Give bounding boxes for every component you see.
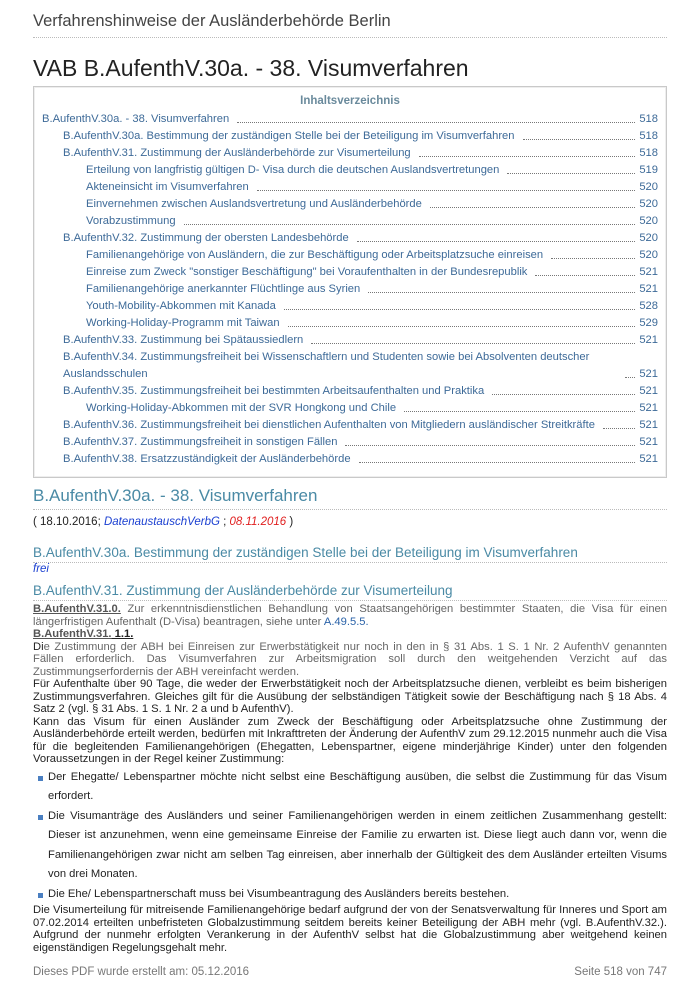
toc-entry-label: Familienangehörige von Ausländern, die zur Beschäftigung oder Arbeitsplatzsuche einreisen — [86, 249, 544, 261]
toc-heading: Inhaltsverzeichnis — [300, 95, 400, 107]
toc-entry-page: 520 — [639, 198, 658, 210]
list-item: Die Visumanträge des Ausländers und seiner Familienangehörigen werden in einem zeitlichen Zusammenhang gestellt: Dieser ist anzunehmen, wenn eine gemeinsame Einreise der Familie zu erwarten ist. Diese liegt auch dann vor, wenn die Familienangehörigen zwar nicht am selben Tag einreisen, aber innerhalb der Gültigkeit des dem Ausländer erteilten Visums von drei Monaten. — [33, 807, 667, 885]
ref-31[interactable]: B.AufenthV.31. — [33, 628, 112, 640]
toc-leader-dots — [507, 173, 635, 174]
toc-entry-label: B.AufenthV.34. Zustimmungsfreiheit bei Wissenschaftlern und Studenten sowie bei Absolventen deutscher Auslandsschulen — [63, 351, 590, 380]
toc-entry-page: 529 — [639, 317, 658, 329]
toc-entry-page: 528 — [639, 300, 658, 312]
toc-entry-label: Akteneinsicht im Visumverfahren — [86, 181, 249, 193]
toc-entry-label: Einreise zum Zweck "sonstiger Beschäftigung" bei Voraufenthalten in der Bundesrepublik — [86, 266, 528, 278]
toc-entry-page: 518 — [639, 130, 658, 142]
meta-close: ) — [286, 516, 294, 528]
toc-entry[interactable] — [34, 332, 666, 349]
link-a-49-5-5[interactable]: A.49.5.5. — [323, 615, 369, 628]
toc-entry[interactable] — [34, 145, 666, 162]
toc-entry-page: 521 — [639, 368, 658, 380]
toc-entry[interactable] — [34, 417, 666, 434]
toc-entry-label: B.AufenthV.35. Zustimmungsfreiheit bei bestimmten Arbeitsaufenthalten und Praktika — [63, 385, 485, 397]
meta-date: 08.11.2016 — [229, 516, 287, 528]
toc-leader-dots — [257, 190, 636, 191]
subsection-30a-note: frei — [33, 563, 49, 575]
toc-entry-label: Familienangehörige anerkannter Flüchtlinge aus Syrien — [86, 283, 361, 295]
toc-entry[interactable] — [34, 213, 666, 230]
toc-entry-label: B.AufenthV.37. Zustimmungsfreiheit in sonstigen Fällen — [63, 436, 338, 448]
paragraph-familien: Kann das Visum für einen Ausländer zum Zweck der Beschäftigung oder Arbeitsplatzsuche ohne Zustimmung der Ausländerbehörde erteilt werden, bedürfen mit Inkrafttreten der Änderung der AufenthV zum 29.12.2015 nunmehr auch die Visa für die begleitenden Familienangehörigen (Ehegatten, Lebenspartner, eigene minderjährige Kinder) unter den folgenden Voraussetzungen in der Regel keiner Zustimmung: — [33, 715, 667, 765]
toc-entry-page: 518 — [639, 147, 658, 159]
toc-leader-dots — [419, 156, 636, 157]
toc-leader-dots — [184, 224, 636, 225]
toc-entry-label: Working-Holiday-Programm mit Taiwan — [86, 317, 280, 329]
toc-entry-page: 520 — [639, 181, 658, 193]
toc-leader-dots — [359, 462, 636, 463]
toc-leader-dots — [345, 445, 635, 446]
toc-entry[interactable] — [34, 162, 666, 179]
toc-leader-dots — [523, 139, 636, 140]
toc-entry-label: Erteilung von langfristig gültigen D- Visa durch die deutschen Auslandsvertretungen — [86, 164, 500, 176]
paragraph-31-0 — [33, 603, 667, 628]
toc-leader-dots — [492, 394, 635, 395]
toc-entry-label: Einvernehmen zwischen Auslandsvertretung und Ausländerbehörde — [86, 198, 422, 210]
toc-entry-label: Working-Holiday-Abkommen mit der SVR Hongkong und Chile — [86, 402, 397, 414]
meta-link[interactable]: DatenaustauschVerbG — [103, 516, 220, 528]
toc-entry[interactable] — [34, 349, 666, 383]
toc-entry[interactable] — [34, 383, 666, 400]
toc-leader-dots — [288, 326, 636, 327]
subsection-31-body — [33, 603, 667, 954]
toc-entry[interactable] — [34, 247, 666, 264]
toc-entry[interactable] — [34, 281, 666, 298]
toc-entry[interactable] — [34, 111, 666, 128]
toc-entry[interactable] — [34, 196, 666, 213]
running-header — [33, 12, 667, 38]
paragraph-31-1-1-text: e Zustimmung der ABH bei Einreisen zur Erwerbstätigkeit nur noch in den in § 31 Abs. 1 S. 1 Nr. 2 AufenthV genannten Fällen erforderlich. Das Visumverfahren zur Arbeitsmigration soll durch den weitgehenden Verzicht auf das Zustimmungserfordernis der ABH vereinfacht werden. — [33, 640, 667, 678]
ref-31-0[interactable]: B.AufenthV.31.0. — [33, 603, 121, 615]
toc-entry-label: B.AufenthV.33. Zustimmung bei Spätaussiedlern — [63, 334, 304, 346]
conditions-list — [33, 768, 667, 905]
meta-open: ( 18.10.2016; — [33, 516, 104, 528]
toc-entry[interactable] — [34, 451, 666, 468]
toc-entry-label: B.AufenthV.36. Zustimmungsfreiheit bei dienstlichen Aufenthalten von Mitgliedern ausländischer Streitkräfte — [63, 419, 595, 431]
section-meta — [33, 516, 293, 528]
paragraph-globalzustimmung: Die Visumerteilung für mitreisende Familienangehörige bedarf aufgrund der von der Senatsverwaltung für Inneres und Sport am 07.02.2014 erteilten unbefristeten Globalzustimmung seitdem bereits keiner Beteiligung der ABH mehr (vgl. B.AufenthV.32.). Aufgrund der nunmehr erfolgten Verankerung in der AufenthV selbst hat die Globalzustimmung aber weitgehend keinen eigenständigen Regelungsgehalt mehr. — [33, 904, 667, 954]
toc-entry-label: B.AufenthV.31. Zustimmung der Ausländerbehörde zur Visumerteilung — [63, 147, 411, 159]
paragraph-31-0-text: Zur erkenntnisdienstlichen Behandlung von Staatsangehörigen bestimmter Staaten, die Visa für einen längerfristigen Aufenthalt (D-Visa) beantragen, siehe unter — [33, 603, 667, 628]
toc-entry-page: 521 — [639, 402, 658, 414]
section-heading: B.AufenthV.30a. - 38. Visumverfahren — [33, 486, 667, 510]
toc-entry-label: Vorabzustimmung — [86, 215, 176, 227]
toc-leader-dots — [237, 122, 635, 123]
toc-entry-page: 520 — [639, 249, 658, 261]
toc-entry-page: 519 — [639, 164, 658, 176]
toc-entry-page: 518 — [639, 113, 658, 125]
table-of-contents — [33, 86, 667, 478]
paragraph-31-1-1-ref — [33, 628, 667, 641]
toc-leader-dots — [357, 241, 636, 242]
toc-entry[interactable] — [34, 400, 666, 417]
toc-entry-label: Youth-Mobility-Abkommen mit Kanada — [86, 300, 276, 312]
toc-entry[interactable] — [34, 315, 666, 332]
list-item: Der Ehegatte/ Lebenspartner möchte nicht selbst eine Beschäftigung ausüben, die selbst die Zustimmung für das Visum erfordert. — [33, 768, 667, 807]
paragraph-31-1-1 — [33, 641, 667, 679]
toc-entry[interactable] — [34, 434, 666, 451]
toc-entry-label: B.AufenthV.38. Ersatzzuständigkeit der Ausländerbehörde — [63, 453, 351, 465]
toc-list — [34, 111, 666, 468]
toc-entry[interactable] — [34, 179, 666, 196]
toc-leader-dots — [430, 207, 635, 208]
toc-leader-dots — [368, 292, 635, 293]
toc-entry-page: 520 — [639, 215, 658, 227]
document-title: VAB B.AufenthV.30a. - 38. Visumverfahren — [33, 55, 469, 81]
paragraph-31-1-1-di: Di — [33, 640, 44, 653]
toc-entry-label: B.AufenthV.32. Zustimmung der obersten Landesbehörde — [63, 232, 349, 244]
toc-entry-page: 521 — [639, 453, 658, 465]
footer-created: Dieses PDF wurde erstellt am: 05.12.2016 — [33, 966, 250, 978]
toc-leader-dots — [551, 258, 635, 259]
meta-sep: ; — [219, 516, 230, 528]
toc-entry-page: 521 — [639, 419, 658, 431]
toc-entry-page: 521 — [639, 385, 658, 397]
toc-leader-dots — [311, 343, 635, 344]
toc-entry-page: 521 — [639, 283, 658, 295]
toc-leader-dots — [284, 309, 635, 310]
toc-leader-dots — [603, 428, 635, 429]
toc-leader-dots — [404, 411, 635, 412]
toc-entry[interactable] — [34, 230, 666, 247]
toc-entry-page: 520 — [639, 232, 658, 244]
ref-1-1: 1.1. — [111, 628, 134, 640]
toc-entry-page: 521 — [639, 334, 658, 346]
toc-entry-page: 521 — [639, 266, 658, 278]
toc-entry[interactable] — [34, 264, 666, 281]
paragraph-aufenthalte-90: Für Aufenthalte über 90 Tage, die weder der Erwerbstätigkeit noch der Arbeitsplatzsuche dienen, verbleibt es beim bisherigen Zustimmungsverfahren. Gleiches gilt für die Ausübung der selbständigen Tätigkeit sowie der Beschäftigung nach § 18 Abs. 4 Satz 2 (vgl. § 31 Abs. 1 S. 1 Nr. 2 a und b AufenthV). — [33, 678, 667, 715]
subsection-31-heading: B.AufenthV.31. Zustimmung der Ausländerbehörde zur Visumerteilung — [33, 583, 667, 601]
toc-entry-page: 521 — [639, 436, 658, 448]
page-footer — [33, 966, 667, 978]
footer-page-number: Seite 518 von 747 — [574, 966, 667, 978]
toc-leader-dots — [535, 275, 635, 276]
list-item: Die Ehe/ Lebenspartnerschaft muss bei Visumbeantragung des Ausländers bereits bestehen. — [33, 885, 667, 905]
running-header-title: Verfahrenshinweise der Ausländerbehörde Berlin — [33, 12, 391, 30]
toc-entry-label: B.AufenthV.30a. Bestimmung der zuständigen Stelle bei der Beteiligung im Visumverfahren — [63, 130, 515, 142]
toc-leader-dots — [625, 377, 635, 378]
toc-entry-label: B.AufenthV.30a. - 38. Visumverfahren — [42, 113, 230, 125]
toc-entry[interactable] — [34, 128, 666, 145]
toc-entry[interactable] — [34, 298, 666, 315]
subsection-30a-heading: B.AufenthV.30a. Bestimmung der zuständigen Stelle bei der Beteiligung im Visumverfahren — [33, 545, 667, 563]
